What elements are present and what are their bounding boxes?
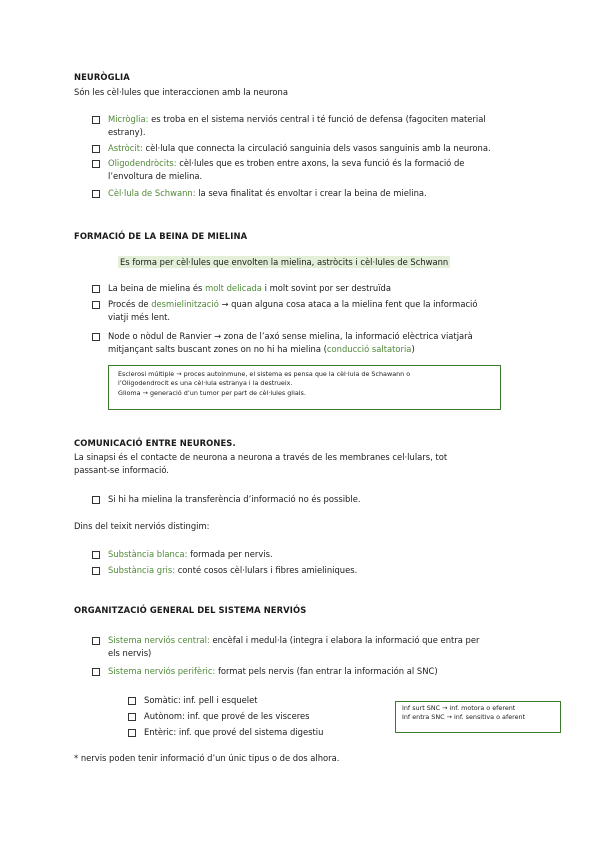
ranvier-post2: )	[411, 344, 415, 354]
note-line3: Glioma → generació d’un tumor per part de cèl·lules glials.	[118, 388, 306, 397]
intro-line2: passant-se informació.	[74, 465, 169, 475]
checkbox-microglia[interactable]	[92, 116, 100, 124]
item-microglia	[108, 113, 538, 139]
term-astrocit: Astròcit:	[108, 143, 143, 153]
heading-organitzacio: ORGANITZACIÓ GENERAL DEL SISTEMA NERVIÓS	[74, 605, 307, 615]
item-oligodendrocits	[108, 157, 538, 183]
checkbox-beina[interactable]	[92, 285, 100, 293]
item-desmielinitzacio	[108, 298, 548, 324]
term-snc: Sistema nerviós central:	[108, 635, 210, 645]
term-microglia: Micròglia:	[108, 114, 149, 124]
checkbox-somatic[interactable]	[128, 697, 136, 705]
term-gris: Substància gris:	[108, 565, 176, 575]
text-microglia: es troba en el sistema nerviós central i té funció de defensa (fagociten material	[148, 114, 486, 124]
item-schwann	[108, 187, 538, 200]
term-blanca: Substància blanca:	[108, 549, 188, 559]
note-line1: Esclerosi múltiple → proces autoinmune, el sistema es pensa que la cèl·lula de Schawann o	[118, 370, 411, 378]
heading-neuroglia: NEURÒGLIA	[74, 72, 130, 82]
checkbox-gris[interactable]	[92, 567, 100, 575]
item-snc	[108, 634, 548, 660]
desm-line2: viatji més lent.	[108, 312, 171, 322]
text-oligodendrocits-2: l’envoltura de mielina.	[108, 171, 203, 181]
item-blanca	[108, 548, 273, 561]
term-snp: Sistema nerviós perifèric:	[108, 666, 216, 676]
checkbox-desmielinitzacio[interactable]	[92, 301, 100, 309]
item-transferencia: Si hi ha mielina la transferència d’informació no és possible.	[108, 494, 361, 504]
ranvier-green: conducció saltatoria	[326, 344, 412, 354]
term-oligodendrocits: Oligodendròcits:	[108, 158, 177, 168]
beina-green: molt delicada	[205, 283, 262, 293]
beina-pre: La beina de mielina és	[108, 283, 206, 293]
item-autonom: Autònom: inf. que prové de les visceres	[144, 711, 310, 721]
checkbox-snp[interactable]	[92, 668, 100, 676]
beina-post: i molt sovint por ser destruïda	[261, 283, 391, 293]
desm-green: desmielinització	[151, 299, 219, 309]
text-snp: format pels nervis (fan entrar la información al SNC)	[215, 666, 438, 676]
checkbox-mielina-transferencia[interactable]	[92, 496, 100, 504]
note-box	[108, 365, 501, 410]
ranvier-line1: Node o nòdul de Ranvier → zona de l’axó sense mielina, la informació elèctrica viatjarà	[108, 331, 473, 341]
neuroglia-intro: Són les cèl·lules que interaccionen amb la neurona	[74, 87, 288, 97]
item-somatic: Somàtic: inf. pell i esquelet	[144, 695, 258, 705]
checkbox-astrocit[interactable]	[92, 145, 100, 153]
text-snc: encèfal i medul·la (integra i elabora la informació que entra per	[209, 635, 480, 645]
item-ranvier	[108, 330, 548, 356]
mielina-highlight	[118, 256, 450, 269]
item-astrocit	[108, 142, 548, 155]
item-beina	[108, 282, 538, 295]
desm-pre: Procés de	[108, 299, 152, 309]
text-astrocit: cèl·lula que connecta la circulació sanguinia dels vasos sanguinis amb la neurona.	[142, 143, 491, 153]
text-snc-2: els nervis)	[108, 648, 152, 658]
inf-line2: Inf entra SNC → inf. sensitiva o aferent	[402, 713, 526, 722]
note-line2: l’Oligodendrocit es una cèl·lula estranya i la destrueix.	[118, 379, 293, 388]
checkbox-ranvier[interactable]	[92, 333, 100, 341]
dins-text: Dins del teixit nerviós distingim:	[74, 521, 210, 531]
heading-mielina: FORMACIÓ DE LA BEINA DE MIELINA	[74, 231, 248, 241]
term-schwann: Cèl·lula de Schwann:	[108, 188, 196, 198]
comunicacio-intro	[74, 451, 544, 477]
text-gris: conté cosos cèl·lulars i fibres amieliniques.	[175, 565, 358, 575]
item-enteric: Entèric: inf. que prové del sistema digestiu	[144, 727, 324, 737]
desm-post: → quan alguna cosa ataca a la mielina fent que la informació	[218, 299, 478, 309]
text-oligodendrocits: cèl·lules que es troben entre axons, la seva funció és la formació de	[176, 158, 465, 168]
intro-line1: La sinapsi és el contacte de neurona a neurona a través de les membranes cel·lulars, tot	[74, 452, 448, 462]
text-blanca: formada per nervis.	[187, 549, 273, 559]
footnote: * nervis poden tenir informació d’un únic tipus o de dos alhora.	[74, 753, 340, 763]
heading-comunicacio: COMUNICACIÓ ENTRE NEURONES.	[74, 438, 236, 448]
item-gris	[108, 564, 357, 577]
checkbox-enteric[interactable]	[128, 729, 136, 737]
checkbox-blanca[interactable]	[92, 551, 100, 559]
checkbox-autonom[interactable]	[128, 713, 136, 721]
highlight-text: Es forma per cèl·lules que envolten la mielina, astròcits i cèl·lules de Schwann	[120, 257, 449, 267]
text-schwann: la seva finalitat és envoltar i crear la beina de mielina.	[195, 188, 427, 198]
inf-box	[395, 701, 561, 733]
checkbox-schwann[interactable]	[92, 190, 100, 198]
ranvier-pre2: mitjançant salts buscant zones on no hi ha mielina (	[108, 344, 327, 354]
text-microglia-2: estrany).	[108, 127, 146, 137]
checkbox-oligodendrocits[interactable]	[92, 160, 100, 168]
inf-line1: Inf surt SNC → inf. motora o eferent	[402, 704, 516, 712]
item-snp	[108, 665, 548, 678]
checkbox-snc[interactable]	[92, 637, 100, 645]
